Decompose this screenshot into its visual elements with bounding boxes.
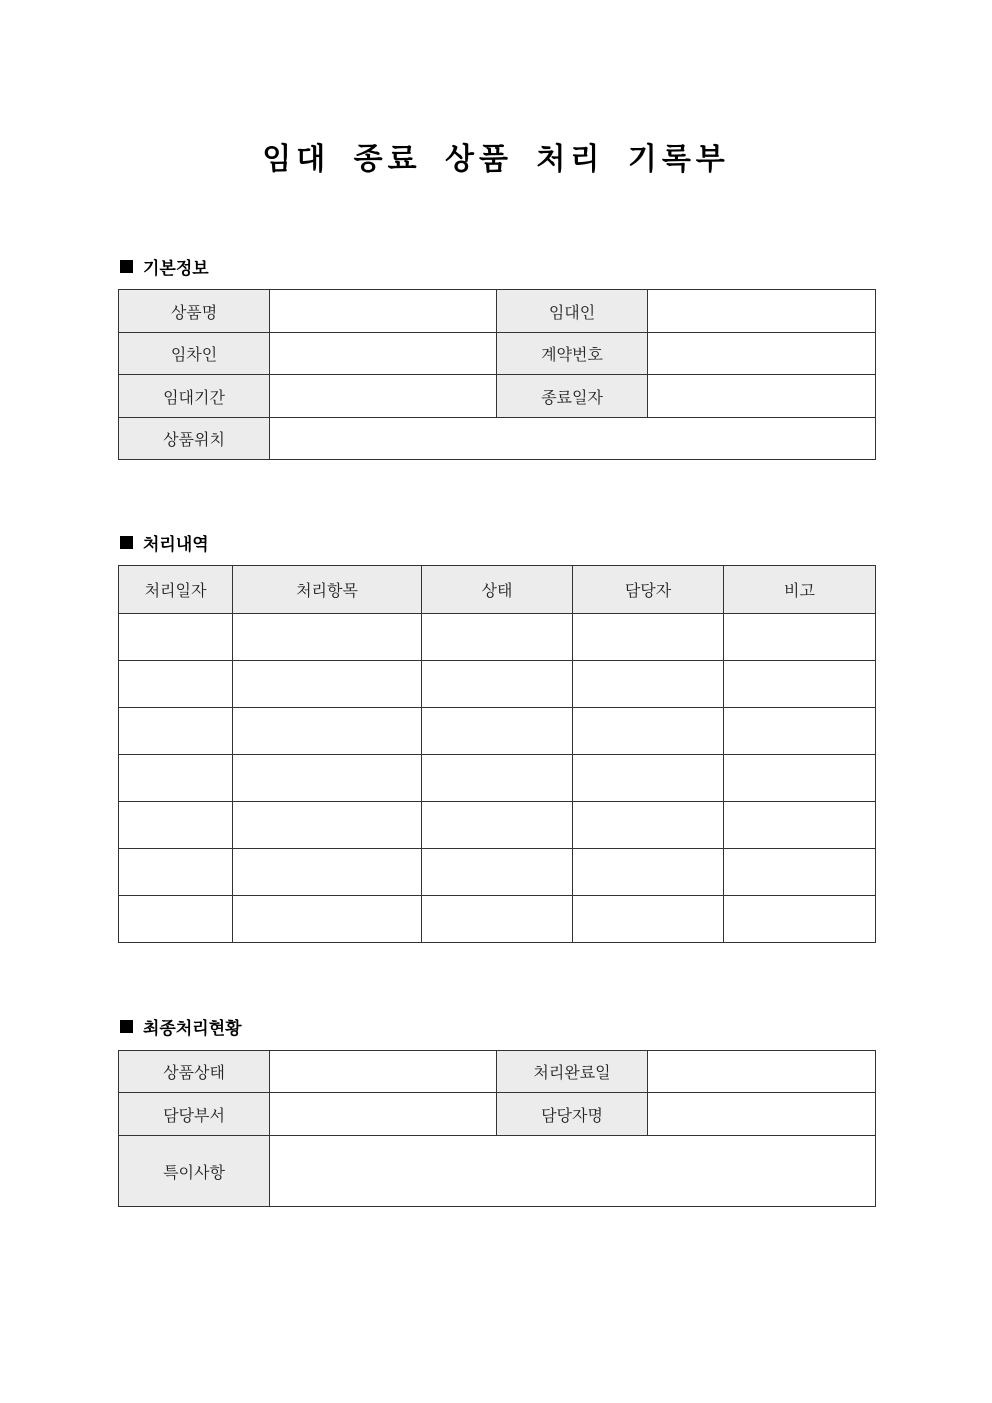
process-cell[interactable] [422,802,573,849]
table-row [119,755,876,802]
process-cell[interactable] [233,896,422,943]
process-cell[interactable] [233,755,422,802]
square-bullet-icon [120,260,133,273]
section-final-heading-text: 최종처리현황 [143,1019,242,1039]
manager-name-field[interactable] [648,1093,876,1136]
column-header-manager: 담당자 [573,566,724,614]
product-status-field[interactable] [270,1051,497,1093]
process-cell[interactable] [573,708,724,755]
table-row [119,708,876,755]
remarks-label: 특이사항 [119,1136,270,1207]
lessee-label: 임차인 [119,333,270,375]
end-date-field[interactable] [648,375,876,418]
document-title: 임대 종료 상품 처리 기록부 [262,142,730,177]
section-process-heading-text: 처리내역 [143,535,209,555]
table-row [119,614,876,661]
process-table [118,565,876,943]
contract-no-label: 계약번호 [497,333,648,375]
lessee-field[interactable] [270,333,497,375]
column-header-note: 비고 [724,566,876,614]
column-header-process-date: 처리일자 [119,566,233,614]
completion-date-label: 처리완료일 [497,1051,648,1093]
process-cell[interactable] [422,708,573,755]
location-field[interactable] [270,418,876,460]
remarks-field[interactable] [270,1136,876,1207]
table-row [119,802,876,849]
section-process-heading [120,530,209,555]
table-row [119,896,876,943]
process-cell[interactable] [119,802,233,849]
lessor-field[interactable] [648,290,876,333]
lease-period-label: 임대기간 [119,375,270,418]
process-cell[interactable] [422,755,573,802]
end-date-label: 종료일자 [497,375,648,418]
process-cell[interactable] [724,849,876,896]
process-cell[interactable] [422,896,573,943]
department-label: 담당부서 [119,1093,270,1136]
process-cell[interactable] [119,708,233,755]
product-name-label: 상품명 [119,290,270,333]
product-status-label: 상품상태 [119,1051,270,1093]
basic-info-table [118,289,876,460]
process-cell[interactable] [724,708,876,755]
process-cell[interactable] [724,802,876,849]
process-cell[interactable] [233,614,422,661]
process-cell[interactable] [573,896,724,943]
table-row [119,661,876,708]
process-cell[interactable] [233,708,422,755]
process-cell[interactable] [573,849,724,896]
lease-period-field[interactable] [270,375,497,418]
department-field[interactable] [270,1093,497,1136]
process-cell[interactable] [724,614,876,661]
process-cell[interactable] [119,849,233,896]
process-cell[interactable] [422,614,573,661]
completion-date-field[interactable] [648,1051,876,1093]
process-cell[interactable] [233,849,422,896]
column-header-status: 상태 [422,566,573,614]
square-bullet-icon [120,1020,133,1033]
contract-no-field[interactable] [648,333,876,375]
section-basic-heading-text: 기본정보 [143,259,209,279]
manager-name-label: 담당자명 [497,1093,648,1136]
process-cell[interactable] [573,802,724,849]
process-cell[interactable] [233,802,422,849]
final-status-table [118,1050,876,1207]
process-cell[interactable] [233,661,422,708]
square-bullet-icon [120,536,133,549]
process-cell[interactable] [422,849,573,896]
process-cell[interactable] [119,755,233,802]
table-row [119,849,876,896]
process-cell[interactable] [573,755,724,802]
section-final-heading [120,1014,242,1039]
section-basic-heading [120,254,209,279]
location-label: 상품위치 [119,418,270,460]
process-cell[interactable] [724,755,876,802]
process-cell[interactable] [573,614,724,661]
process-cell[interactable] [119,661,233,708]
process-cell[interactable] [724,661,876,708]
column-header-process-item: 처리항목 [233,566,422,614]
process-cell[interactable] [119,614,233,661]
process-cell[interactable] [119,896,233,943]
lessor-label: 임대인 [497,290,648,333]
process-cell[interactable] [573,661,724,708]
process-cell[interactable] [422,661,573,708]
product-name-field[interactable] [270,290,497,333]
process-cell[interactable] [724,896,876,943]
